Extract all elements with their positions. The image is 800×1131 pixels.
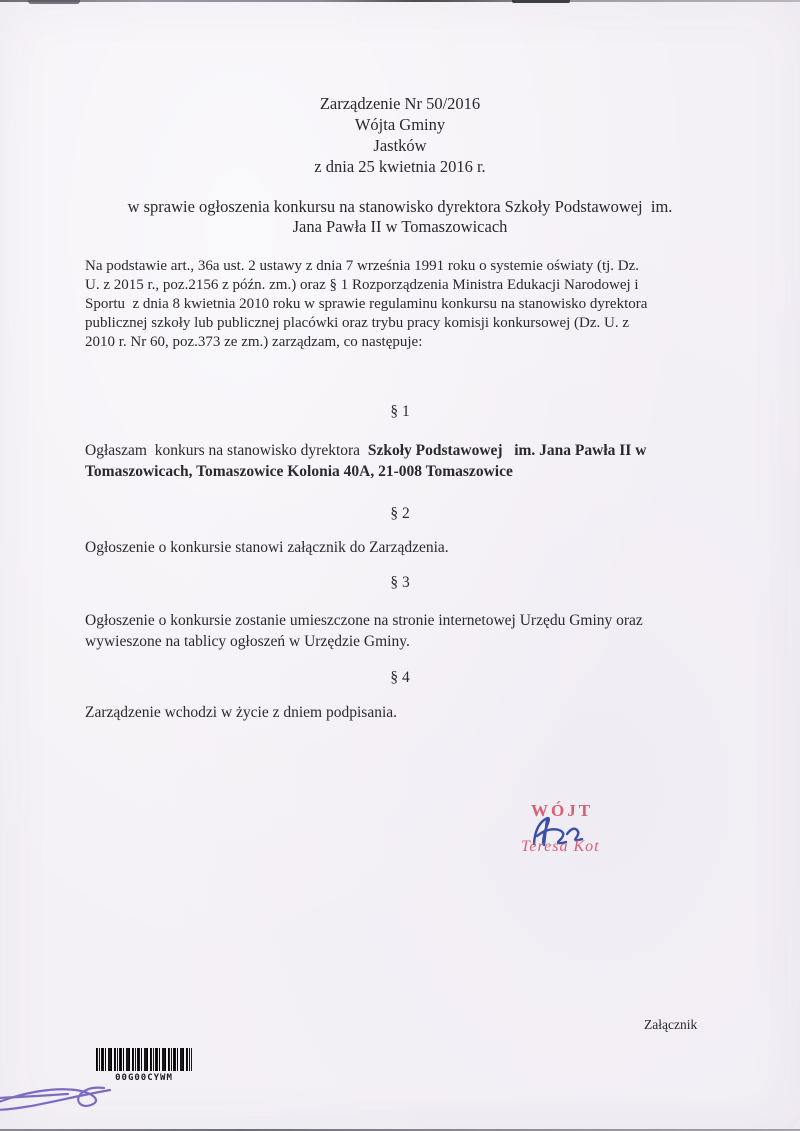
subject-line: Jana Pawła II w Tomaszowicach — [292, 217, 508, 236]
section-1-line: Tomaszowicach, Tomaszowice Kolonia 40A, 21-008 Tomaszowice — [85, 463, 513, 480]
preamble-line: Sportu z dnia 8 kwietnia 2010 roku w sprawie regulaminu konkursu na stanowisko dyrektora — [85, 296, 648, 312]
subject-line: w sprawie ogłoszenia konkursu na stanowisko dyrektora Szkoły Podstawowej im. — [127, 197, 673, 216]
section-3-text — [85, 610, 643, 652]
title-line: Zarządzenie Nr 50/2016 — [319, 94, 481, 113]
title-line: Jastków — [373, 136, 427, 155]
barcode-label: 00G00CYWM — [115, 1073, 173, 1083]
stamp-role-text: WÓJT — [531, 801, 594, 820]
section-1-text — [85, 440, 646, 482]
section-1-normal-text: Ogłaszam konkurs na stanowisko dyrektora — [85, 442, 368, 459]
section-1-bold-text: Szkoły Podstawowej im. Jana Pawła II w — [367, 442, 647, 459]
section-3-line: wywieszone na tablicy ogłoszeń w Urzędzie Gminy. — [85, 633, 410, 650]
section-2-heading: § 2 — [390, 505, 410, 522]
preamble-line: 2010 r. Nr 60, poz.373 ze zm.) zarządzam, co następuje: — [85, 334, 423, 350]
title-line: z dnia 25 kwietnia 2016 r. — [314, 157, 486, 176]
legal-preamble — [85, 257, 647, 352]
scan-top-smudge — [512, 0, 570, 3]
preamble-line: U. z 2015 r., poz.2156 z późn. zm.) oraz § 1 Rozporządzenia Ministra Edukacji Narodowej i — [85, 277, 639, 293]
section-3-line: Ogłoszenie o konkursie zostanie umieszczone na stronie internetowej Urzędu Gminy oraz — [85, 612, 643, 629]
scan-top-edge-artifact — [0, 0, 800, 2]
stamp-name-text: Teresa Kot — [521, 838, 600, 855]
section-3-heading: § 3 — [390, 574, 410, 591]
attachment-label: Załącznik — [644, 1017, 698, 1032]
scan-corner-smudge — [28, 0, 80, 4]
preamble-line: publicznej szkoły lub publicznej placówki oraz trybu pracy komisji konkursowej (Dz. U. z — [85, 315, 630, 331]
title-line: Wójta Gminy — [354, 115, 446, 134]
section-4-heading: § 4 — [390, 669, 410, 686]
section-1-heading: § 1 — [390, 403, 410, 420]
pen-scribble — [0, 1078, 122, 1120]
section-4-text: Zarządzenie wchodzi w życie z dniem podpisania. — [85, 704, 398, 721]
barcode — [96, 1048, 192, 1071]
document-title-block — [0, 93, 800, 177]
document-subject — [0, 197, 800, 237]
preamble-line: Na podstawie art., 36a ust. 2 ustawy z dnia 7 września 1991 roku o systemie oświaty (tj. Dz. — [85, 258, 640, 274]
section-2-text: Ogłoszenie o konkursie stanowi załącznik do Zarządzenia. — [85, 539, 449, 556]
section-1-line — [85, 440, 646, 461]
